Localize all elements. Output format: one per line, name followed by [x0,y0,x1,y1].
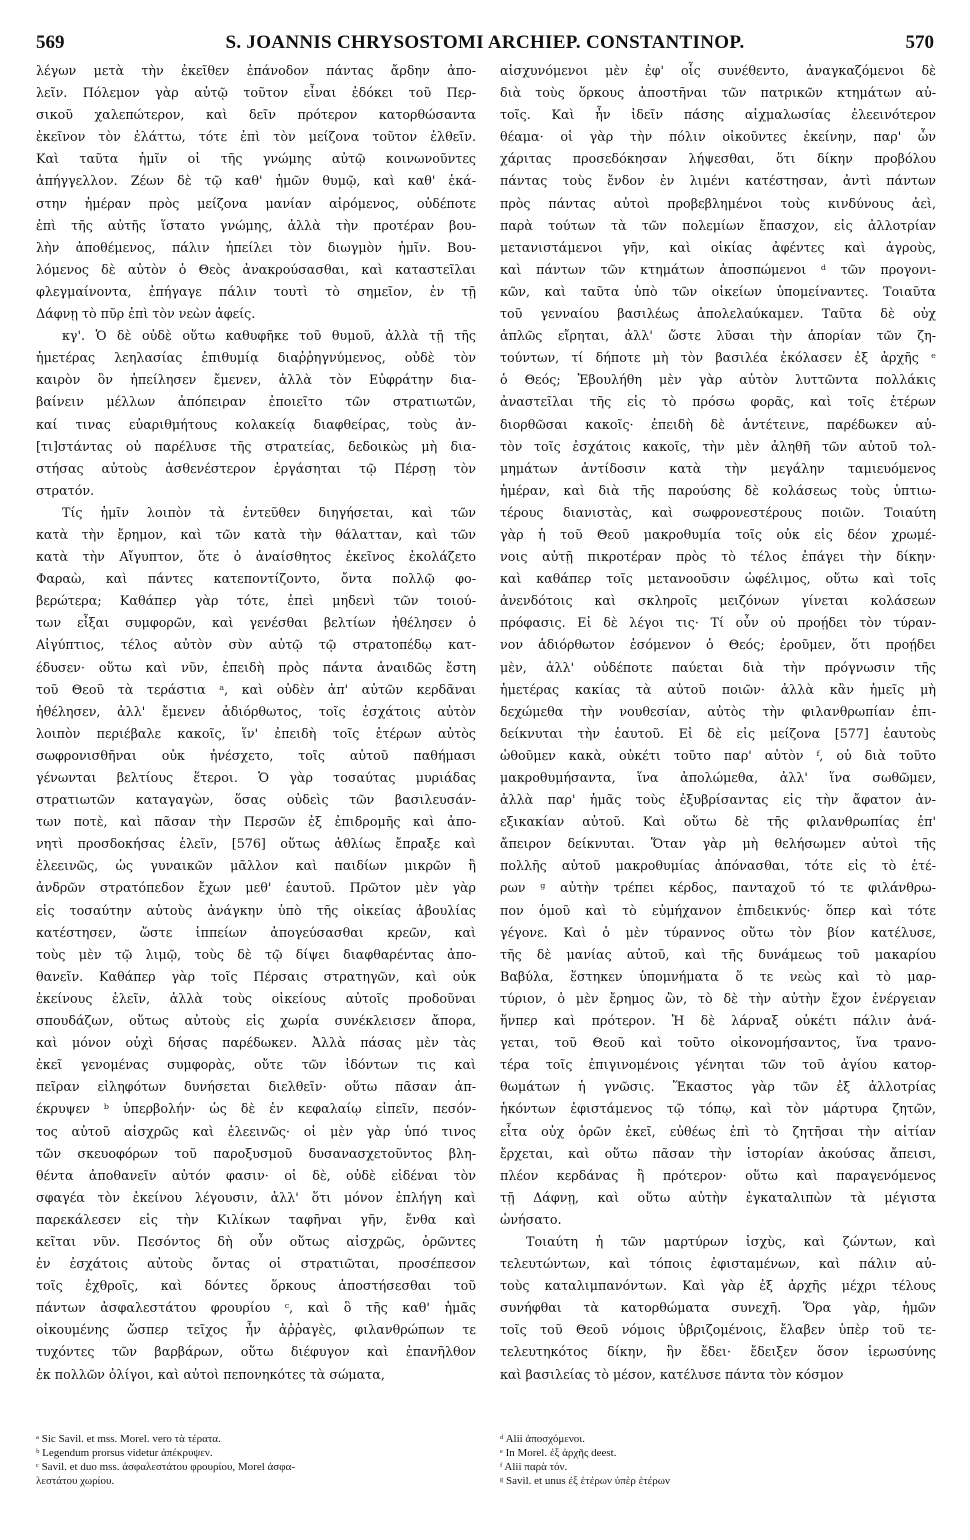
text-line: ἐν ἐσχάτοις αὐτοὺς ὄντας οἱ στρατιῶται, προσέπεσον [36,1256,476,1272]
text-line: πάντας τοὺς ἔνδον ἐν λιμένι κατέστησαν, ἀντὶ πάντων [500,173,936,189]
text-line: καὶ πάντων τῶν κτημάτων ἀποσπώμενοι ᵈ τῶν προγονι- [500,261,936,277]
text-line: μὲν, ἀλλ' οὐδέποτε παύεται διὰ τὴν πρόγνωσιν τῆς [500,659,936,675]
text-line: γεται, τοῦ Θεοῦ καὶ τοῦτο οἰκονομήσαντος, ἵνα τρανο- [500,1035,936,1051]
text-line: τὸν τοῖς ἐσχάτοις κακοῖς, τὴν μὲν ἀληθῆ τῶν αὐτοῦ τολ- [500,438,936,454]
text-line: σικοῦ χαλεπώτερον, καὶ δεῖν πρότερον κατορθώσαντα [36,107,476,123]
text-line: Φαραὼ, καὶ πάντες κατεποντίζοντο, ὄντα πολλῷ φο- [36,571,476,587]
text-line: ὠθοῦμεν κακὰ, οὐκέτι τοῦτο παρ' αὐτὸν ᶠ, οὐ διὰ τοῦτο [500,747,936,763]
footnotes-left [36,1432,476,1488]
text-line: διὰ τοὺς ὅρκους ἀποστῆναι τῶν πατρικῶν κτημάτων αὐ- [500,85,936,101]
text-line: πλέον κερδάνας ἢ πρότερον· οὕτω καὶ παραγενόμενος [500,1167,936,1183]
text-line: των εἶξαι συμφορῶν, καὶ γενέσθαι βελτίων ἠθέλησεν ὁ [36,615,476,631]
text-line: ἀνενδότοις καὶ σκληροῖς μειζόνων γίνεται κολάσεων [500,593,936,609]
text-line: ἔρχεται, καὶ οὕτω πᾶσαν τὴν ἱστορίαν ἀκούσας ἄπεισι, [500,1145,936,1161]
text-line: ἀπήγγελλον. Ζέων δὲ τῷ καθ' ἡμῶν θυμῷ, καὶ καθ' ἑκά- [36,173,476,189]
text-line: λεῖν. Πόλεμον γὰρ αὐτῷ τοῦτον εἶναι ἐδόκει τοῦ Περ- [36,85,476,101]
left-text-column [36,60,476,1386]
text-line: φλεγμαίνοντα, ἐπήγαγε πάλιν τουτὶ τὸ σημεῖον, ἐν τῇ [36,283,476,299]
text-line: τῆς δὲ μανίας αὐτοῦ, καὶ τῆς δυνάμεως τοῦ μακαρίου [500,946,936,962]
text-line: ἐκείνους ἑλεῖν, ἀλλὰ τοὺς οἰκείους αὐτοῖς προδοῦναι [36,990,476,1006]
text-line: ἡμέραν, καὶ διὰ τῆς παρούσης δὲ κολάσεως τοὺς ὑπτιω- [500,482,936,498]
text-line: ἡμετέρας κακίας τὰ αὐτοῦ ποιῶν· ἀλλὰ κἂν ἡμεῖς μὴ [500,681,936,697]
text-line: καί τινας εὐαριθμήτους κολακείᾳ διαφθείρας, τοὺς ἀν- [36,416,476,432]
text-line: θέντα ἀποθανεῖν αὐτόν φασιν· οἱ δὲ, οὐδὲ εἰδέναι τὸν [36,1167,476,1183]
text-line: τέρα τοῖς ἐπιγινομένοις γένηται τῶν τοῦ ἁγίου κατορ- [500,1057,936,1073]
text-line: έδυσεν· οὕτω καὶ νῦν, ἐπειδὴ πρὸς πάντα ἀναιδῶς ἔστη [36,659,476,675]
text-line: τοὺς μὲν τῷ λιμῷ, τοὺς δὲ τῷ δίψει διαφθαρέντας ἀπο- [36,946,476,962]
text-line: βαίνειν μέλλων ἀπόπειραν ἐποιεῖτο τῶν στρατιωτῶν, [36,394,476,410]
text-line: τοῦ Θεοῦ τὰ τεράστια ᵃ, καὶ οὐδὲν ἀπ' αὐτῶν κερδᾶναι [36,681,476,697]
text-line: συνήφθαι τὰ κατορθώματα συνεχῆ. Ὅρα γὰρ, ἡμῶν [500,1300,936,1316]
footnote: ᵉ In Morel. ἐξ ἀρχῆς deest. [500,1447,617,1459]
text-line: κγ'. Ὁ δὲ οὐδὲ οὕτω καθυφῆκε τοῦ θυμοῦ, ἀλλὰ τῇ τῆς [62,328,476,344]
text-line: ἁπλῶς εἴρηται, ἀλλ' ὥστε λῦσαι τὴν ἀπορίαν τῶν ζη- [500,328,936,344]
text-line: ἡκόντων ἐφιστάμενος τῷ τόπῳ, καὶ τὸν μάρτυρα ζητῶν, [500,1101,936,1117]
text-line: ἄπειρον δείκνυται. Ὅταν γὰρ μὴ θελήσωμεν αὐτοὶ τῆς [500,836,936,852]
text-line: στήσας αὐτοὺς ἀσθενέστερον ἐργάσηται τῷ Πέρσῃ τὸν [36,460,476,476]
footnotes-right [500,1432,936,1488]
text-line: ἥνπερ καὶ πρότερον. Ἡ δὲ λάρναξ οὐκέτι πάλιν ἀνά- [500,1013,936,1029]
text-line: θέαμα· οἱ γὰρ τὴν πόλιν οἰκοῦντες ἐκείνην, παρ' ὧν [500,129,936,145]
text-line: θανεῖν. Καθάπερ γὰρ τοῖς Πέρσαις στρατηγῶν, καὶ οὐκ [36,968,476,984]
text-line: εξικακίαν αὐτοῦ. Καὶ οὕτω δὲ τῆς φιλανθρωπίας ἐπ' [500,814,936,830]
footnote: λεστάτου χωρίου. [36,1475,115,1487]
text-line: δεχώμεθα τὴν νουθεσίαν, αὐτὸς τὴν φιλανθρωπίαν ἐπι- [500,703,936,719]
text-line: διορθῶσαι κακοῖς· ἐπειδὴ δὲ ἀντέτεινε, παρέδωκεν αὐ- [500,416,936,432]
text-line: ρων ᵍ αὐτὴν τρέπει κέρδος, πανταχοῦ τό τε φιλάνθρω- [500,880,936,896]
text-line: λέγων μετὰ τὴν ἐκεῖθεν ἐπάνοδον πάντας ἄρδην ἀπο- [36,63,476,78]
text-line: τοῦ γενναίου βασιλέως ἀπολελαύκαμεν. Ταῦτα δὲ οὐχ [500,306,936,322]
text-line: τυχόντες τῶν βαρβάρων, οὕτω διέφυγον καὶ ἐπανῆλθον [36,1344,476,1360]
text-line: τοῖς ἐχθροῖς, καὶ δόντες ὅρκους ἀποστήσεσθαι τοῦ [36,1278,476,1294]
text-line: καὶ βασιλείας τὸ μέσον, κατέλυσε πάντα τὸν κόσμον [500,1366,844,1382]
text-line: [τι]στάντας οὐ παρέλυσε τῆς στρατείας, δεδοικὼς μὴ δια- [36,438,476,454]
text-line: ἐπὶ τῆς αὐτῆς ἵστατο γνώμης, ἀλλὰ τὴν προτέραν βου- [36,217,476,233]
text-line: γὰρ ἡ τοῦ Θεοῦ μακροθυμία τοῖς οὐκ εἰς δέον χρωμέ- [500,526,936,542]
text-line: τῶν σκευοφόρων τοῦ παροξυσμοῦ δυσανασχετοῦντος βλη- [36,1145,476,1161]
text-line: Δάφνῃ τὸ πῦρ ἐπὶ τὸν νεὼν ἀφείς. [36,306,256,322]
text-line: κατὰ τὴν Αἴγυπτον, ὅτε ὁ ἀναίσθητος ἐκεῖνος ἐκολάζετο [36,549,476,565]
text-line: εἰς τοσαύτην αὐτοὺς ἀνάγκην ὑπὸ τῆς οἰκείας ἀβουλίας [36,902,476,918]
text-line: παρὰ τούτων τὰ τῶν πολεμίων ἔπασχον, εἰς ἀλλοτρίαν [500,217,936,233]
text-line: νητὶ προσδοκήσας ἑλεῖν, [576] οὕτως ἀθλίως ἔπραξε καὶ [36,836,476,852]
text-line: θωμάτων ἡ γνῶσις. Ἕκαστος γὰρ τῶν ἐξ ἀλλοτρίας [500,1079,936,1095]
text-line: πεῖραν εἰληφότων δυνήσεται διελθεῖν· οὕτω πᾶσαν ἀπ- [36,1079,476,1095]
text-line: τῇ Δάφνῃ, καὶ οὕτω αὐτὴν ἐγκαταλιπὼν τὰ μέγιστα [500,1189,936,1205]
text-line: λοιπὸν περιέβαλε κακοῖς, ἵν' ἐπειδὴ τοῖς ἑτέρων αὐτὸς [36,725,476,741]
text-line: τελευτώντων, καὶ τόποις ἐφισταμένων, καὶ πάλιν αὐ- [500,1256,936,1272]
text-line: πρόφασις. Εἰ δὲ λέγοι τις· Τί οὖν οὐ προῄδει τὸν τύραν- [500,615,936,631]
text-line: τούντων, τί δήποτε μὴ τὸν βασιλέα ἐκόλασεν ἐξ ἀρχῆς ᵉ [500,350,936,366]
text-line: κατὰ τὴν ἔρημον, καὶ τῶν κατὰ τὴν θάλατταν, καὶ τῶν [36,526,476,542]
text-line: στρατιωτῶν καταγαγὼν, ὅσας οὐδεὶς τῶν βασιλευσάν- [36,792,476,808]
text-line: πάντων ἀσφαλεστάτου φρουρίου ᶜ, καὶ ὃ τῆς καθ' ἡμᾶς [36,1300,476,1316]
text-line: Τοιαύτη ἡ τῶν μαρτύρων ἰσχὺς, καὶ ζώντων, καὶ [526,1233,936,1249]
text-line: Αἰγύπτιος, τέλος αὐτὸν σὺν αὐτῷ τῷ στρατοπέδῳ κατ- [36,637,476,653]
text-line: σφαγέα τὸν ἐκείνου λέγουσιν, ἀλλ' ὅτι μόνον ἐπλήγη καὶ [36,1189,476,1205]
text-line: ἐκεῖνον τὸν ἐλάττω, τότε ἐπὶ τὸν μείζονα τοῦτον ἐλθεῖν. [36,129,476,145]
text-line: καὶ καθάπερ τοῖς μετανοοῦσιν ὠφέλιμος, οὕτω καὶ τοῖς [500,571,936,587]
text-line: πρὸς πάντας αὐτοὶ προβεβλημένοι τοὺς κινδύνους ἀεὶ, [500,195,936,211]
text-line: γέγονε. Καὶ ὁ μὲν τύραννος οὕτω τὸν βίον κατέλυσε, [500,924,936,940]
text-line: λὴν ἀποθέμενος, πάλιν ἠπείλει τὸν διωγμὸν ἡμῖν. Βου- [36,239,476,255]
text-line: ὁ Θεός; Ἐβουλήθη μὲν γὰρ αὐτὸν λυττῶντα πολλάκις [500,372,936,388]
text-line: καιρὸν ὃν ἠπείλησεν ἔμενεν, ἀλλὰ τὸν Εὐφράτην δια- [36,372,476,388]
footnote: ᶜ Savil. et duo mss. ἀσφαλεστάτου φρουρίου, Morel ἀσφα- [36,1461,295,1473]
text-line: μημάτων ἀντίδοσιν κατὰ τὴν μεγάλην ταμιευόμενος [500,460,936,476]
text-line: εἶτα οὐχ ὁρῶν ἐκεῖ, εὐθέως ἐπὶ τὸ ζητῆσαι τὴν αἰτίαν [500,1123,936,1139]
page-number-right: 570 [905,32,934,53]
text-line: τος αὐτοῦ αἰσχρῶς καὶ ἐλεεινῶς· οἱ μὲν γὰρ ὑπό τινος [36,1123,476,1139]
right-text-column [500,60,936,1386]
page-number-left: 569 [36,32,65,53]
text-line: πον ὁμοῦ καὶ τὸ εὐμήχανον ἐπιδεικνύς· ὅπερ καὶ τότε [500,902,936,918]
text-line: έκρυψεν ᵇ ὑπερβολήν· ὡς δὲ ἐν κεφαλαίῳ εἰπεῖν, πεσόν- [36,1101,476,1117]
text-line: τοῖς. Καὶ ἦν ἰδεῖν πάσης αἰχμαλωσίας ἐλεεινότερον [500,107,936,123]
footnote: ᵇ Legendum prorsus videtur ἀπέκρυψεν. [36,1447,213,1459]
text-line: σωφρονισθῆναι οὐκ ἠνέσχετο, τοῖς αὐτοῦ παθήμασι [36,747,476,763]
footnote: ᵈ Alii ἀποσχόμενοι. [500,1433,586,1445]
text-line: τύριον, ὁ μὲν ἔρημος ὢν, τὸ δὲ τὴν αὐτὴν ἔχον ἐνέργειαν [500,990,936,1006]
text-line: κεῖται νῦν. Πεσόντος δὴ οὖν οὕτως αἰσχρῶς, ὁρῶντες [36,1233,476,1249]
text-line: Βαβύλα, ἕστηκεν ὑπομνήματα ὅ τε νεὼς καὶ τὸ μαρ- [500,968,936,984]
text-line: ἠθέλησεν, ἀλλ' ἔμενεν ἀδιόρθωτος, τοῖς ἐσχάτοις αὐτὸν [36,703,476,719]
text-line: παρεκάλεσεν εἰς τὴν Κιλίκων ταφῆναι γῆν, ἔνθα καὶ [36,1211,476,1227]
text-line: σπουδάζων, οὕτως αὐτοὺς εἰς χωρία συνέκλεισεν ἄπορα, [36,1013,476,1029]
text-line: λόμενος δὲ αὐτὸν ὁ Θεὸς ἀνακρούσασθαι, καὶ καταστεῖλαι [36,261,476,277]
text-line: στρατόν. [36,482,95,498]
text-line: τοῖς τοῦ Θεοῦ νόμοις ὑβριζομένοις, ἔλαβεν ὑπὲρ τοῦ τε- [500,1322,936,1338]
text-line: μακροθυμήσαντα, ἵνα ἀπολώμεθα, ἀλλ' ἵνα σωθῶμεν, [500,770,936,785]
running-title: S. JOANNIS CHRYSOSTOMI ARCHIEP. CONSTANTINOP. [225,32,745,53]
text-line: μετανιστάμενοι γῆν, καὶ οἰκίας ἀφέντες καὶ ἀγροὺς, [500,239,936,255]
footnote: ᵃ Sic Savil. et mss. Morel. vero τὰ τέρατα. [36,1433,221,1445]
footnote: ᵍ Savil. et unus ἐξ ἑτέρων ὑπὲρ ἑτέρων [500,1475,670,1487]
text-line: ἐκ πολλῶν ὀλίγοι, καὶ αὐτοὶ πεπονηκότες τὰ σώματα, [36,1366,385,1382]
text-line: ὠνήσατο. [500,1211,562,1227]
text-line: τέρους διανιστὰς, καὶ σωφρονεστέρους ποιῶν. Τοιαύτη [500,504,936,520]
text-line: στην ἡμέραν πρὸς μείζονα μανίαν αἰρόμενος, οὐδέποτε [36,195,476,211]
text-line: οἰκουμένης ὥσπερ τεῖχος ἦν ἀῤῥαγὲς, φιλανθρώπων τε [36,1322,476,1338]
text-line: των ποτὲ, καὶ πᾶσαν τὴν Περσῶν ἐξ ἐπιδρομῆς καὶ ἀπο- [36,814,476,830]
text-line: τελευτηκότος δίκην, ἣν ἔδει· ἔδειξεν ὅσον ἱερωσύνης [500,1344,936,1360]
text-line: δείκνυται τὴν ἑαυτοῦ. Εἰ δὲ εἰς μείζονα [577] ἑαυτοὺς [500,725,936,741]
text-line: τοὺς καταλιμπανόντων. Καὶ γὰρ ἐξ ἀρχῆς μέχρι τέλους [500,1278,936,1294]
text-line: ἐλεεινῶς, ὡς γυναικῶν μᾶλλον καὶ παιδίων μικρῶν ἢ [36,858,476,874]
text-line: καὶ μόνον οὐχὶ δήσας παρέδωκεν. Ἀλλὰ πάσας μὲν τὰς [36,1035,476,1051]
text-line: ἀλλὰ παρ' ἡμᾶς τοὺς ἐξυβρίσαντας εἰς τὴν ἄφατον ἀν- [500,792,936,808]
text-line: Καὶ ταῦτα ἡμῖν οἱ τῆς γνώμης αὐτῷ κοινωνοῦντες [36,151,476,167]
footnote: ᶠ Alii παρὰ τόν. [500,1461,568,1473]
text-line: ἡμετέρας λεηλασίας ἐπιθυμίᾳ διαῤῥηγνύμενος, οὐδὲ τὸν [36,350,476,366]
text-line: νον ἀδιόρθωτον ἐσόμενον ὁ Θεός; ἐροῦμεν, ὅτι προῄδει [500,637,936,653]
text-line: Τίς ἡμῖν λοιπὸν τὰ ἐντεῦθεν διηγήσεται, καὶ τῶν [62,504,476,520]
text-line: γένωνται βελτίους ἕτεροι. Ὁ γὰρ τοσαύτας μυριάδας [36,770,476,785]
text-line: ἐκεῖ γενομένας συμφορὰς, οὔτε τῶν ἰδόντων τις καὶ [36,1057,476,1073]
text-line: κατέστησεν, ὥστε ἱππείων ἀπογεύσασθαι κρεῶν, καὶ [36,924,476,940]
page-header [36,32,934,58]
text-line: ἀνδρῶν στρατόπεδον ἔχων μεθ' ἑαυτοῦ. Πρῶτον μὲν γὰρ [36,880,476,896]
text-line: πολλῆς αὐτοῦ μακροθυμίας ἀπόνασθαι, τότε εἰς τὸ ἑτέ- [500,858,936,874]
text-line: βερώτερα; Καθάπερ γὰρ τότε, ἐπεὶ μηδενὶ τῶν τοιού- [36,593,476,609]
text-line: κῶν, καὶ ταῦτα ὑπὸ τῶν οἰκείων ὑπομείναντες. Τοιαῦτα [500,283,936,299]
text-line: χάριτας προσεδόκησαν λήψεσθαι, ὅτι δίκην προβόλου [500,151,936,167]
text-line: ἀναστεῖλαι τῆς εἰς τὸ πρόσω φορᾶς, καὶ τοῖς ἑτέρων [500,394,936,410]
text-line: αἰσχυνόμενοι μὲν ἐφ' οἷς συνέθεντο, ἀναγκαζόμενοι δὲ [500,63,936,78]
text-line: νοις αὐτῇ πικροτέραν πρὸς τὸ τέλος ἐπάγει τὴν δίκην· [500,549,936,565]
